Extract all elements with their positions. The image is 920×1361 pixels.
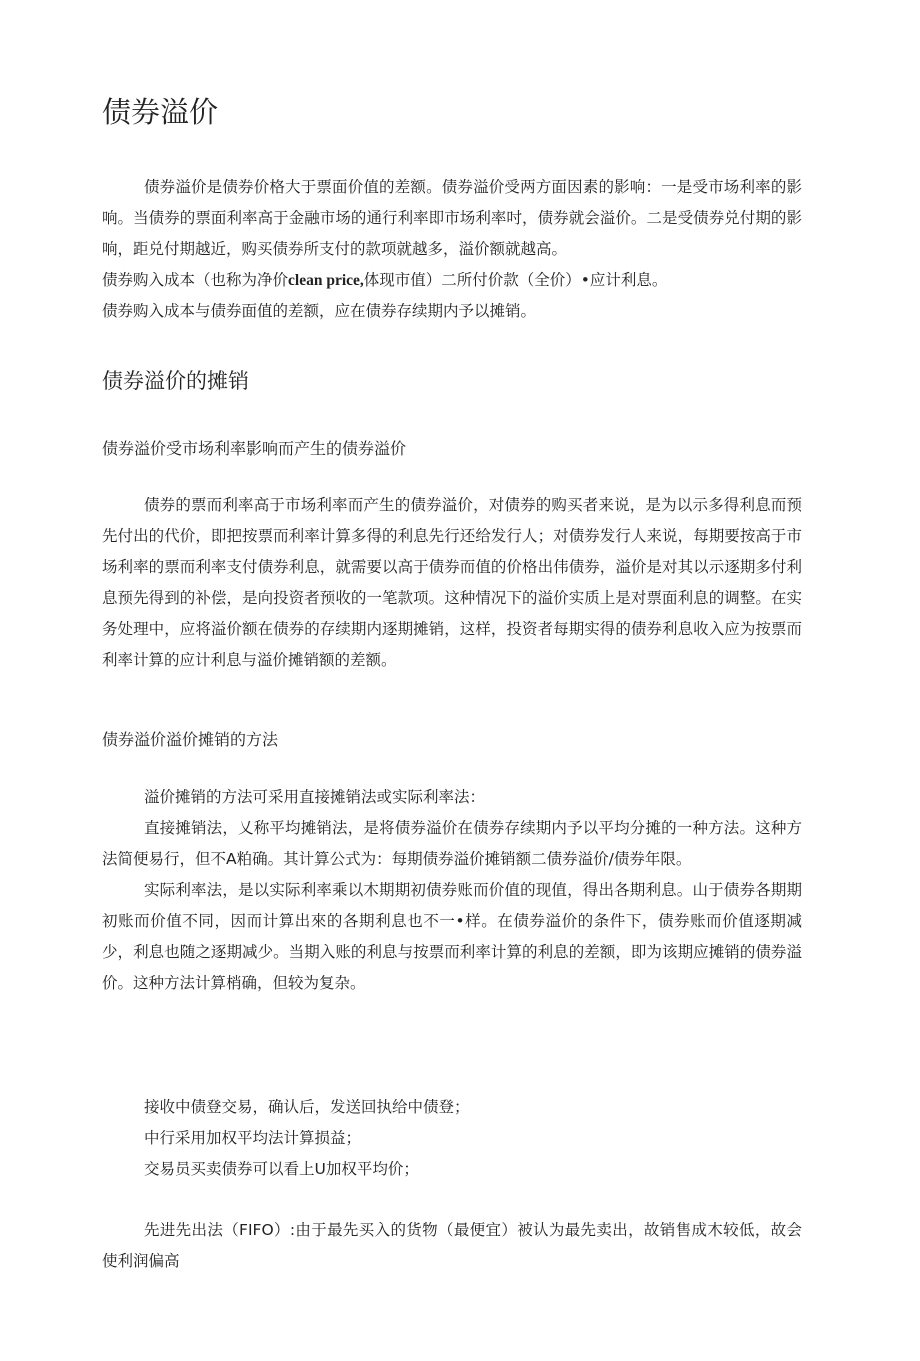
page-title: 债券溢价	[102, 95, 219, 129]
fifo-section	[102, 1215, 802, 1277]
intro-p2-bold: clean price,	[288, 272, 364, 289]
sub1-paragraph: 债券的票而利率高于市场利率而产生的债券溢价，对债券的购买者来说，是为以示多得利息而预先付出的代价，即把按票而利率计算多得的利息先行还给发行人；对债券发行人来说，每期要按高于市场利率的票而利率支付债券利息，就需要以高于债券而值的价格出伟债券，溢价是对其以示逐期多付利息预先得到的补偿，是向投资者预收的一笔款项。这种情况下的溢价实质上是对票面利息的调整。在实务处理中，应将溢价额在债券的存续期内逐期摊销，这样，投资者每期实得的债券利息收入应为按票而利率计算的应计利息与溢价摊销额的差额。	[102, 496, 802, 669]
fifo-paragraph: 先进先出法（FIFO）:由于最先买入的货物（最便宜）被认为最先卖出，故销售成木较低，故会使利润偏高	[102, 1221, 802, 1270]
intro-paragraph-1: 债券溢价是债券价格大于票面价值的差额。债券溢价受两方面因素的影响：一是受市场利率的影响。当债券的票面利率高于金融市场的通行利率即市场利率吋，债券就会溢价。二是受债券兑付期的影响，距兑付期越近，购买债券所支付的款项就越多，溢价额就越高。	[102, 178, 802, 258]
method-effective-interest: 实际利率法，是以实际利率乘以木期期初债券账而价值的现值，得出各期利息。山于债券各期期初账而价值不同，因而计算出來的各期利息也不一•样。在债券溢价的条件下，债券账而价值逐期减少，利息也随之逐期减少。当期入账的利息与按票而利率计算的利息的差额，即为该期应摊销的债券溢价。这种方法计算梢确，但较为复杂。	[102, 881, 802, 992]
intro-section	[102, 172, 802, 327]
intro-paragraph-2	[102, 265, 802, 296]
intro-p2-before: 债券购入成本（也称为净价	[102, 271, 289, 289]
section-heading: 债券溢价的摊销	[102, 369, 249, 393]
methods-section	[102, 782, 802, 999]
intro-paragraph-3: 债券购入成本与债券面值的差额，应在债券存续期内予以摊销。	[102, 302, 537, 320]
note-line-1: 接收中债登交易，确认后，发送回执给中债登；	[144, 1098, 470, 1116]
note-line-3: 交易员买卖债券可以看上U加权平均价；	[144, 1160, 419, 1178]
subheading-1: 债券溢价受市场利率影响而产生的债券溢价	[102, 439, 407, 458]
method-straight-line: 直接摊销法，乂称平均摊销法，是将债券溢价在债券存续期内予以平均分摊的一种方法。这种方法简便易行，但不A粕确。其计算公式为：每期债券溢价摊销额二债券溢价/债券年限。	[102, 819, 802, 868]
subheading-2: 债券溢价溢价摊销的方法	[102, 730, 279, 749]
intro-p2-after: 体现市值）二所付价款（全价）•应计利息。	[363, 271, 668, 289]
notes-section	[102, 1092, 802, 1185]
sub1-section	[102, 490, 802, 676]
method-intro: 溢价摊销的方法可采用直接摊销法或实际利率法：	[144, 788, 486, 806]
note-line-2: 中行采用加权平均法计算损益；	[144, 1129, 362, 1147]
